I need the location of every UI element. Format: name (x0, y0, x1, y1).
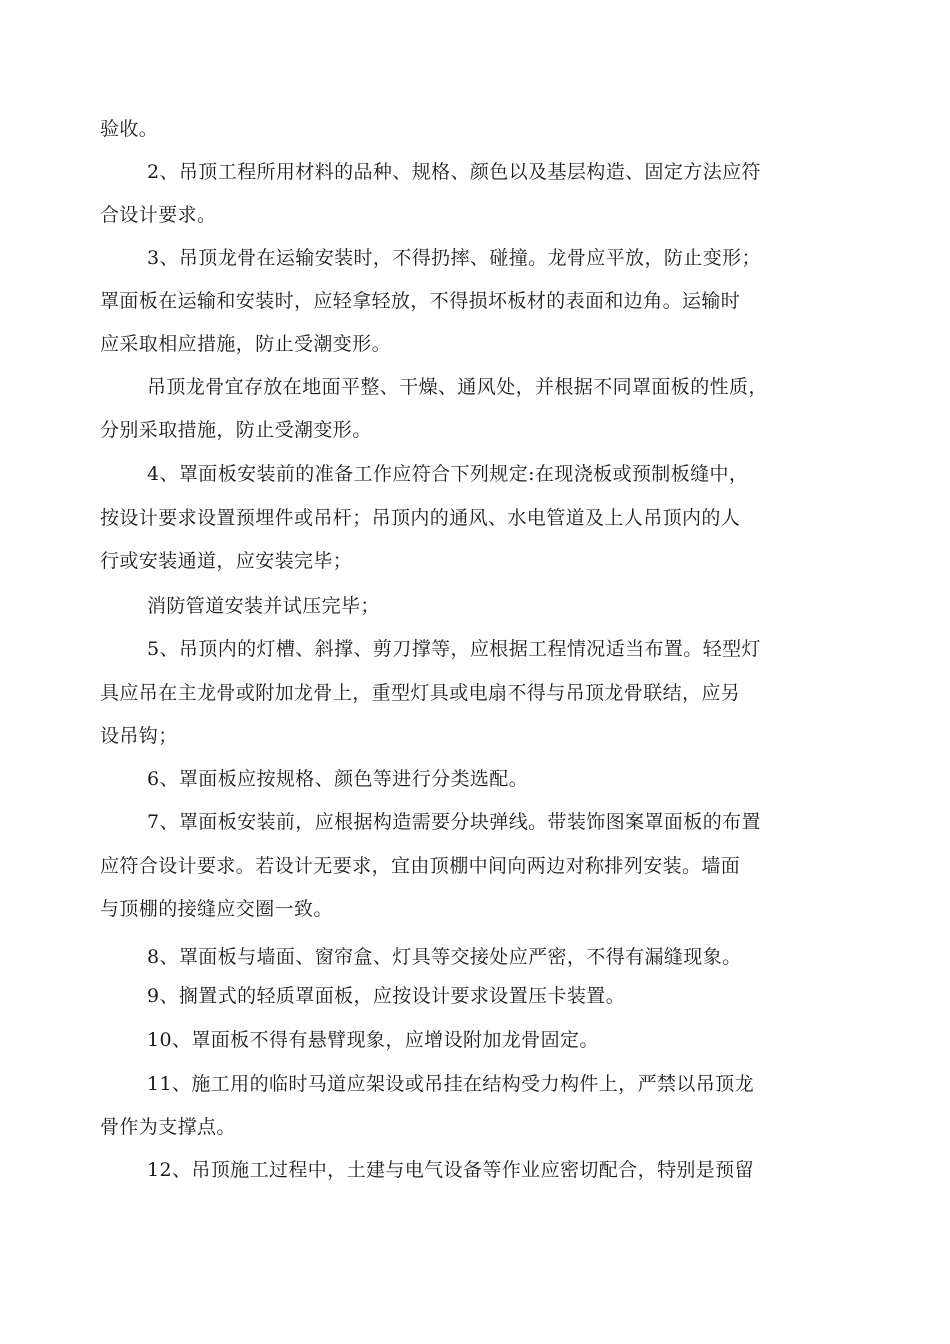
text-line: 消防管道安装并试压完毕； (147, 595, 380, 617)
text-line: 2、吊顶工程所用材料的品种、规格、颜色以及基层构造、固定方法应符 (147, 161, 761, 183)
text-line: 8、罩面板与墙面、窗帘盒、灯具等交接处应严密，不得有漏缝现象。 (147, 946, 742, 968)
text-line: 11、施工用的临时马道应架设或吊挂在结构受力构件上，严禁以吊顶龙 (147, 1073, 754, 1095)
text-line: 分别采取措施，防止受潮变形。 (100, 419, 372, 441)
text-line: 6、罩面板应按规格、颜色等进行分类选配。 (147, 768, 529, 790)
text-line: 4、罩面板安装前的准备工作应符合下列规定:在现浇板或预制板缝中， (147, 463, 749, 485)
text-line: 与顶棚的接缝应交圈一致。 (100, 898, 333, 920)
text-line: 具应吊在主龙骨或附加龙骨上，重型灯具或电扇不得与吊顶龙骨联结，应另 (100, 682, 741, 704)
text-line: 3、吊顶龙骨在运输安装时，不得扔摔、碰撞。龙骨应平放，防止变形； (147, 247, 761, 269)
text-line: 罩面板在运输和安装时，应轻拿轻放，不得损坏板材的表面和边角。运输时 (100, 290, 741, 312)
text-line: 7、罩面板安装前，应根据构造需要分块弹线。带装饰图案罩面板的布置 (147, 811, 761, 833)
text-line: 应符合设计要求。若设计无要求，宜由顶棚中间向两边对称排列安装。墙面 (100, 855, 741, 877)
text-line: 10、罩面板不得有悬臂现象，应增设附加龙骨固定。 (147, 1029, 599, 1051)
text-line: 合设计要求。 (100, 204, 217, 226)
text-line: 设吊钩； (100, 725, 178, 747)
text-line: 9、搁置式的轻质罩面板，应按设计要求设置压卡装置。 (147, 985, 626, 1007)
text-line: 行或安装通道，应安装完毕； (100, 550, 353, 572)
text-line: 应采取相应措施，防止受潮变形。 (100, 333, 392, 355)
text-line: 吊顶龙骨宜存放在地面平整、干燥、通风处，并根据不同罩面板的性质， (147, 376, 768, 398)
text-line: 验收。 (100, 118, 159, 140)
text-line: 5、吊顶内的灯槽、斜撑、剪刀撑等，应根据工程情况适当布置。轻型灯 (147, 638, 761, 660)
text-line: 12、吊顶施工过程中，土建与电气设备等作业应密切配合，特别是预留 (147, 1159, 754, 1181)
text-line: 按设计要求设置预埋件或吊杆；吊顶内的通风、水电管道及上人吊顶内的人 (100, 507, 741, 529)
text-line: 骨作为支撑点。 (100, 1116, 236, 1138)
